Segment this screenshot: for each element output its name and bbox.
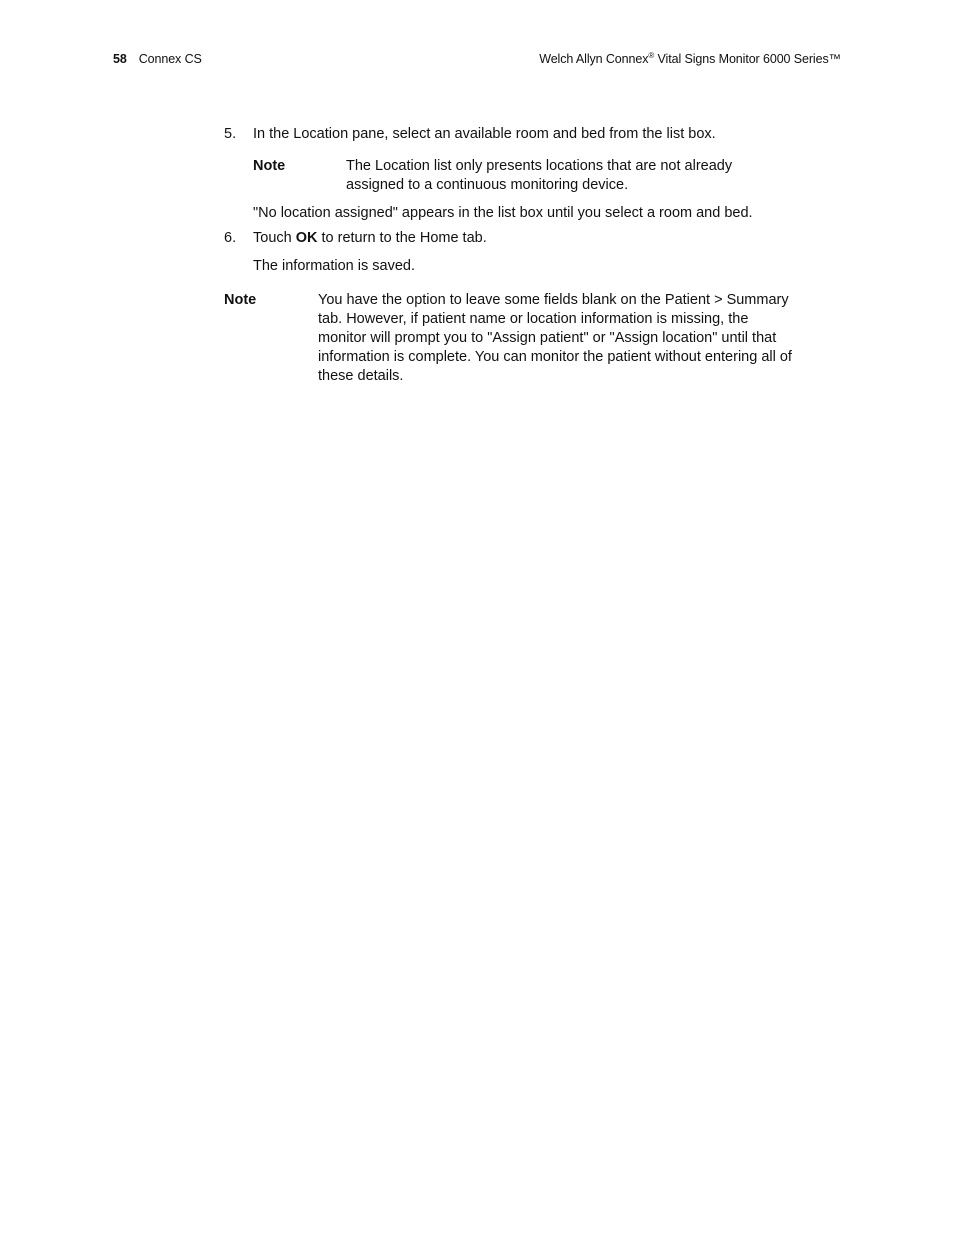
note-body [318,291,792,386]
step-number: 6. [224,230,237,246]
step-text: In the Location pane, select an available room and bed from the list box. [253,126,716,142]
step-text-prefix: Touch [253,230,296,246]
note-line: You have the option to leave some fields blank on the Patient > Summary [318,292,789,308]
note-label: Note [253,158,286,174]
step-number: 5. [224,126,237,142]
step-6 [224,229,487,248]
page-number: 58 [113,52,127,66]
registered-mark: ® [648,51,655,60]
step-5 [224,125,716,144]
no-location-text: "No location assigned" appears in the list box until you select a room and bed. [253,205,753,221]
note-line: monitor will prompt you to "Assign patient" or "Assign location" until that [318,330,777,346]
note-label: Note [224,292,257,308]
header-title-main: Welch Allyn Connex [539,52,649,66]
note-line: tab. However, if patient name or location information is missing, the [318,311,749,327]
section-name: Connex CS [138,52,202,66]
step-text-suffix: to return to the Home tab. [317,230,487,246]
note-body [346,157,732,195]
note-line: The Location list only presents locations that are not already [346,158,733,174]
note-line: information is complete. You can monitor the patient without entering all of [318,349,792,365]
header-title-rest: Vital Signs Monitor 6000 Series™ [654,52,841,66]
running-header-title [539,52,841,66]
running-header-left [113,52,202,66]
ok-term: OK [295,230,318,246]
note-line: these details. [318,368,404,384]
note-line: assigned to a continuous monitoring device. [346,177,629,193]
saved-text: The information is saved. [253,258,415,274]
